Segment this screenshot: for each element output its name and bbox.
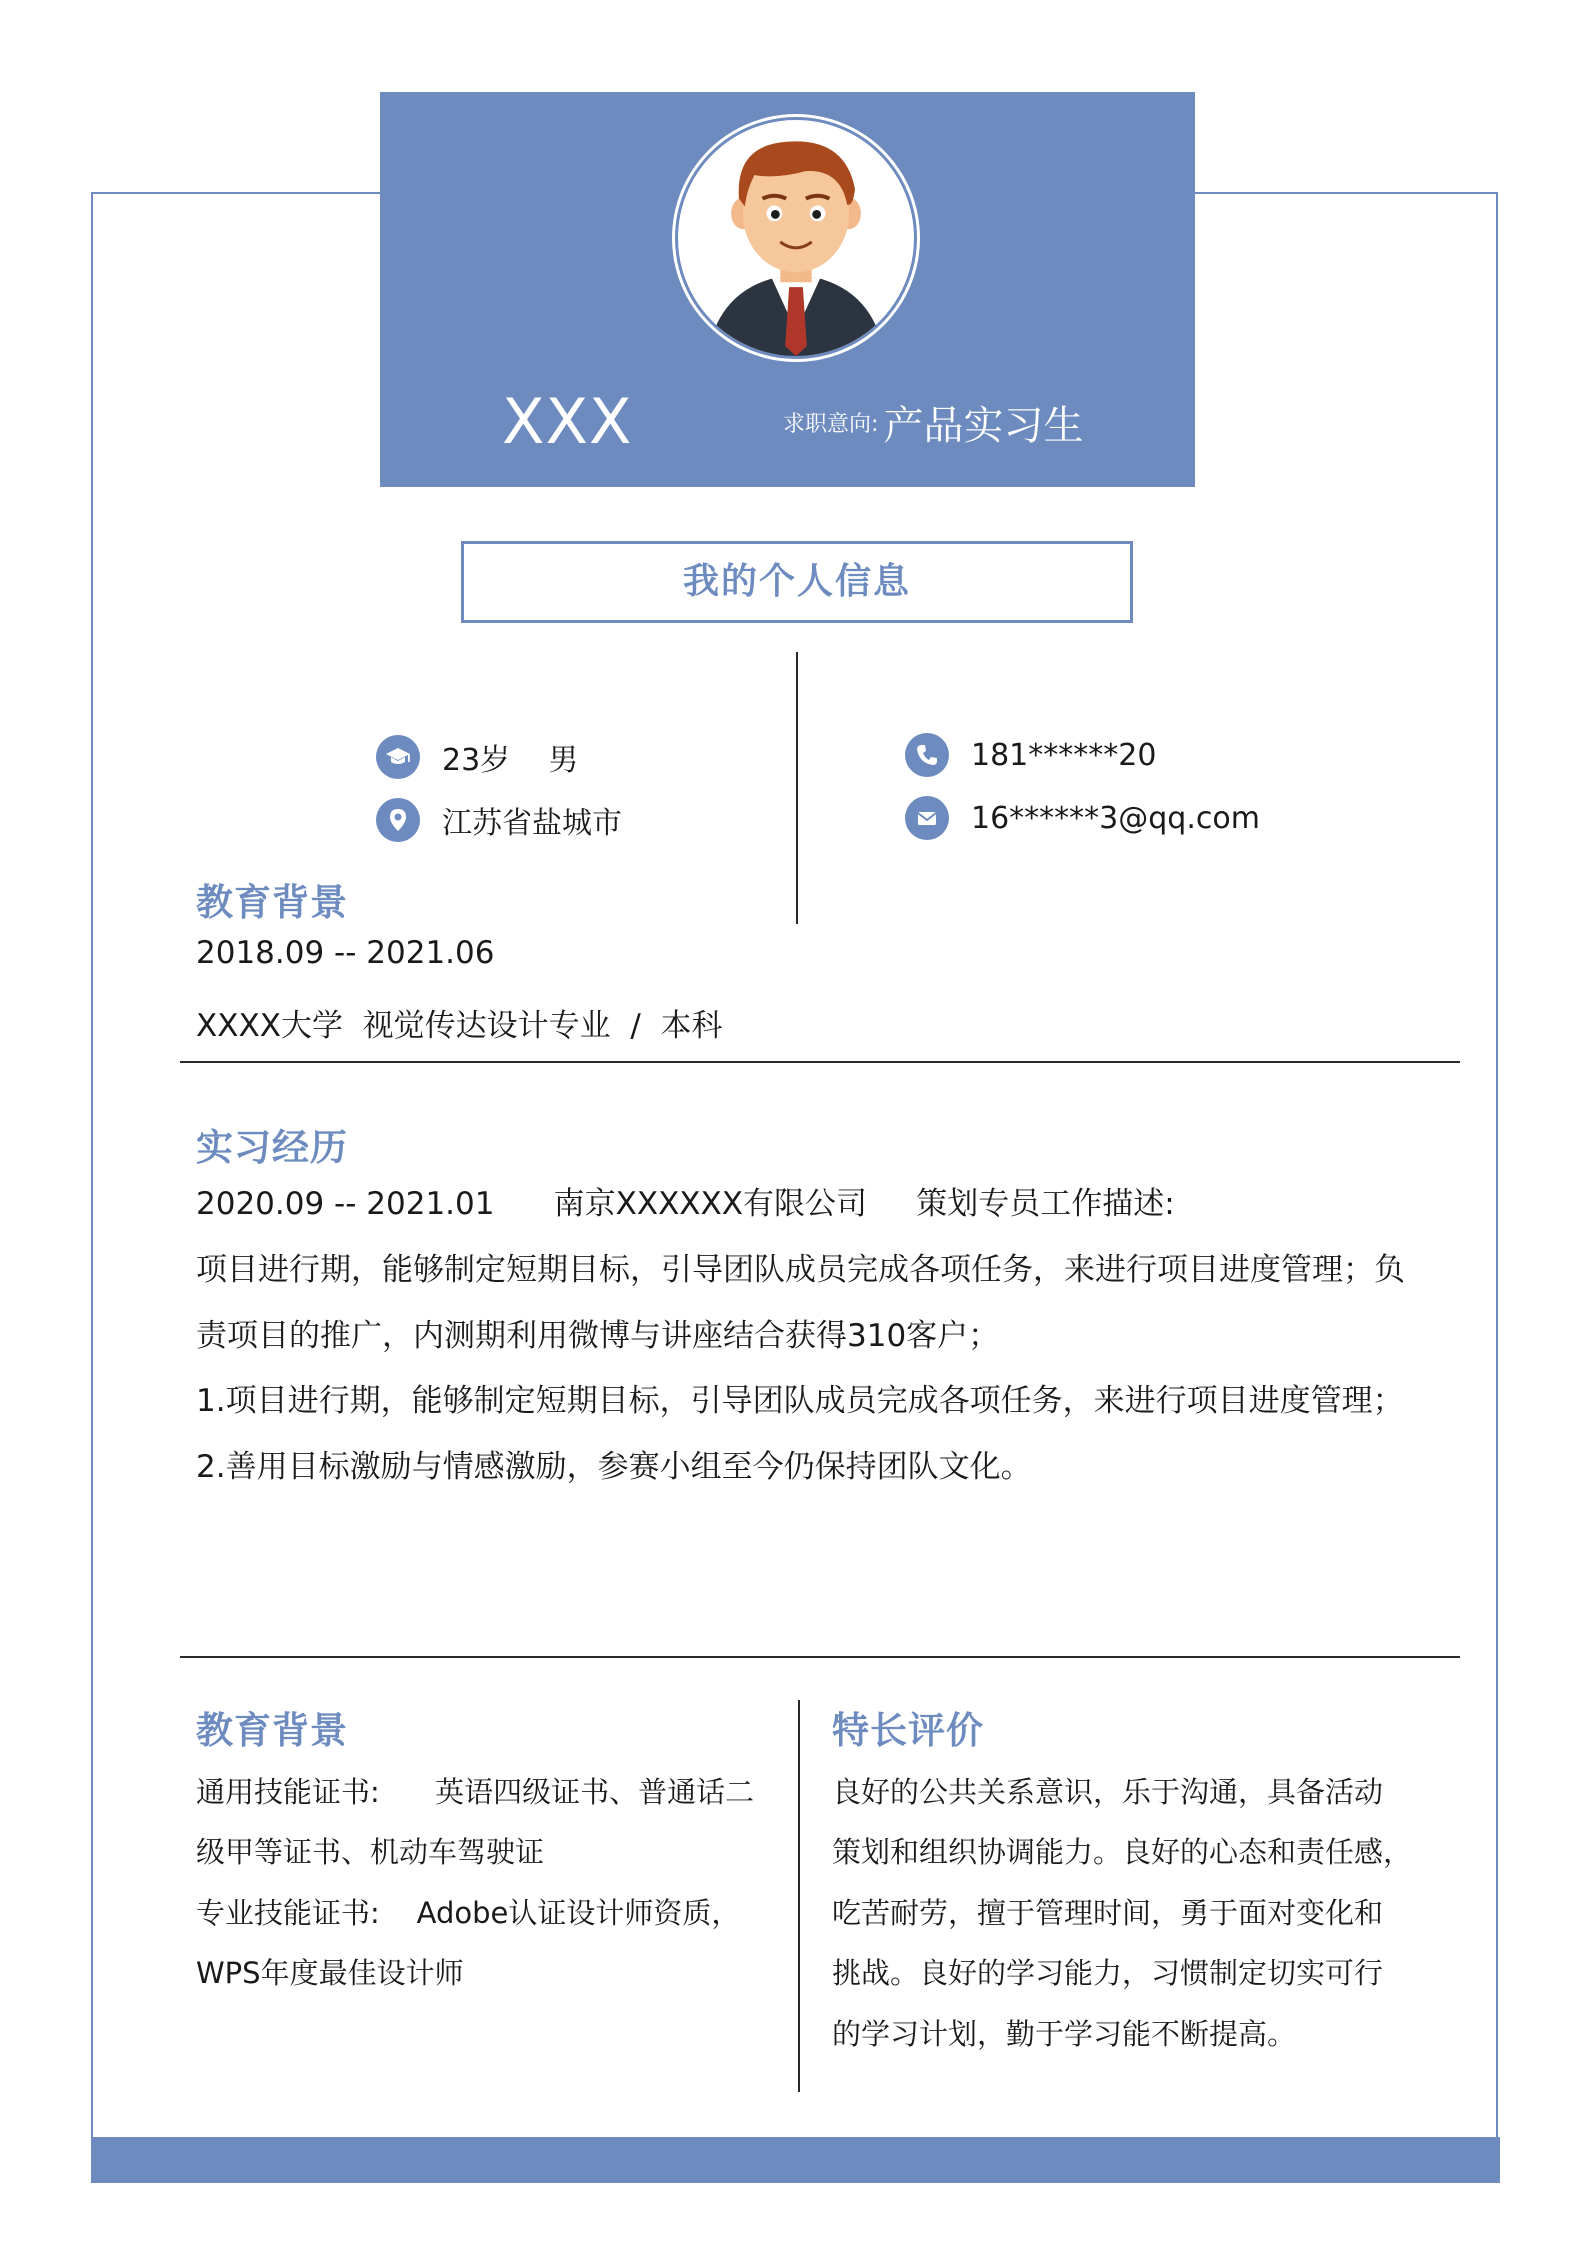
- personal-info-title: 我的个人信息: [461, 541, 1133, 623]
- strength-line: 策划和组织协调能力。良好的心态和责任感，: [832, 1835, 1413, 1869]
- job-intent: [783, 394, 1084, 451]
- education-detail: XXXX大学 视觉传达设计专业 / 本科: [196, 1008, 723, 1044]
- internship-header: 2020.09 -- 2021.01 南京XXXXXX有限公司 策划专员工作描述:: [196, 1186, 1175, 1222]
- internship-title: 实习经历: [196, 1126, 348, 1169]
- internship-line: 1.项目进行期，能够制定短期目标，引导团队成员完成各项任务，来进行项目进度管理；: [196, 1383, 1404, 1419]
- job-intent-value: 产品实习生: [883, 403, 1084, 449]
- footer-bar: [91, 2137, 1500, 2183]
- strength-line: 的学习计划，勤于学习能不断提高。: [832, 2017, 1297, 2051]
- envelope-icon: [905, 796, 949, 840]
- job-intent-label: 求职意向:: [783, 412, 879, 437]
- candidate-name: XXX: [502, 385, 633, 458]
- age-gender: 23岁 男: [442, 743, 579, 778]
- phone-icon: [905, 733, 949, 777]
- strength-line: 良好的公共关系意识，乐于沟通，具备活动: [832, 1775, 1384, 1809]
- strength-line: 吃苦耐劳，擅于管理时间，勇于面对变化和: [832, 1896, 1384, 1930]
- info-divider: [796, 652, 798, 924]
- certificate-line: 通用技能证书: 英语四级证书、普通话二: [196, 1775, 755, 1809]
- section-divider: [180, 1061, 1460, 1063]
- certificate-line: 级甲等证书、机动车驾驶证: [196, 1835, 545, 1869]
- strength-line: 挑战。良好的学习能力，习惯制定切实可行: [832, 1956, 1384, 1990]
- age-gender-row: [376, 735, 578, 779]
- strengths-title: 特长评价: [832, 1709, 984, 1752]
- certificates-title: 教育背景: [196, 1709, 348, 1752]
- section-divider: [180, 1656, 1460, 1658]
- phone-row: [905, 733, 1156, 777]
- internship-line: 责项目的推广，内测期利用微博与讲座结合获得310客户；: [196, 1318, 1000, 1354]
- email-row: [905, 796, 1260, 840]
- email-address: 16******3@qq.com: [971, 800, 1260, 836]
- column-divider: [798, 1700, 800, 2092]
- phone-number: 181******20: [971, 737, 1157, 773]
- avatar-illustration-icon: [678, 120, 914, 356]
- header-banner: [380, 92, 1195, 487]
- location: 江苏省盐城市: [442, 806, 622, 841]
- location-pin-icon: [376, 798, 420, 842]
- certificate-line: 专业技能证书: Adobe认证设计师资质，: [196, 1896, 741, 1930]
- graduation-cap-icon: [376, 735, 420, 779]
- internship-line: 项目进行期，能够制定短期目标，引导团队成员完成各项任务，来进行项目进度管理；负: [196, 1252, 1405, 1288]
- education-title: 教育背景: [196, 881, 348, 924]
- location-row: [376, 798, 622, 842]
- internship-line: 2.善用目标激励与情感激励，参赛小组至今仍保持团队文化。: [196, 1449, 1032, 1485]
- avatar: [675, 117, 917, 359]
- certificate-line: WPS年度最佳设计师: [196, 1956, 464, 1990]
- education-period: 2018.09 -- 2021.06: [196, 935, 495, 971]
